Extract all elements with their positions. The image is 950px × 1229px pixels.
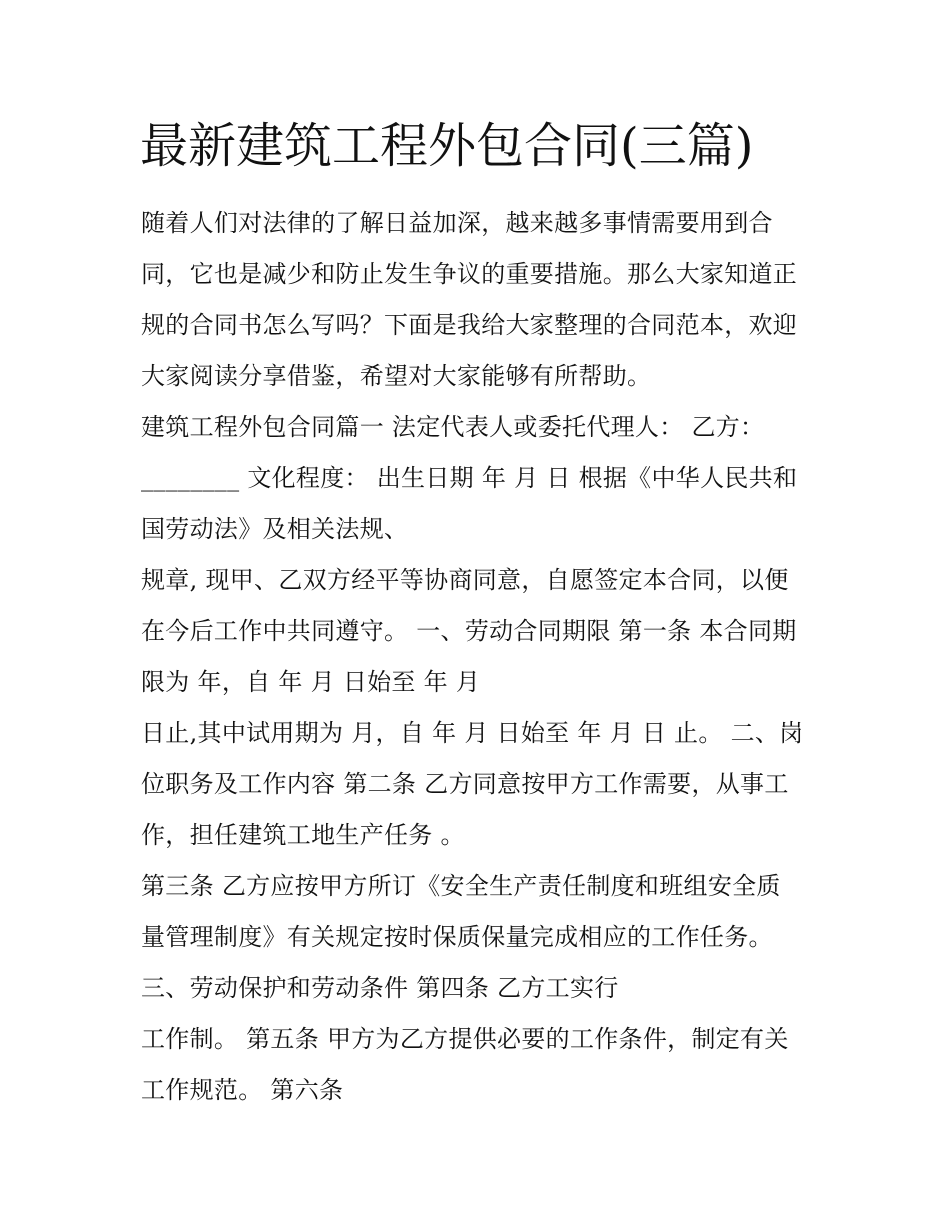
body-line: 限为 年，自 年 月 日始至 年 月: [141, 668, 481, 696]
document-title: 最新建筑工程外包合同(三篇): [140, 118, 754, 174]
body-line: 工作规范。 第六条: [141, 1076, 344, 1104]
body-line: 随着人们对法律的了解日益加深，越来越多事情需要用到合: [141, 209, 773, 237]
body-line: 在今后工作中共同遵守。 一、劳动合同期限 第一条 本合同期: [141, 617, 797, 645]
body-line: ________ 文化程度： 出生日期 年 月 日 根据《中华人民共和: [141, 464, 798, 492]
body-line: 量管理制度》有关规定按时保质保量完成相应的工作任务。: [141, 923, 773, 951]
body-line: 规章, 现甲、乙双方经平等协商同意，自愿签定本合同，以便: [141, 566, 789, 594]
body-line: 大家阅读分享借鉴，希望对大家能够有所帮助。: [141, 362, 652, 390]
document-body: [141, 198, 831, 1116]
body-line: 位职务及工作内容 第二条 乙方同意按甲方工作需要，从事工: [141, 770, 789, 798]
body-line: 第三条 乙方应按甲方所订《安全生产责任制度和班组安全质: [141, 872, 781, 900]
body-line: 作，担任建筑工地生产任务 。: [141, 821, 465, 849]
body-line: 三、劳动保护和劳动条件 第四条 乙方工实行: [141, 974, 619, 1002]
body-line: 建筑工程外包合同篇一 法定代表人或委托代理人： 乙方：: [141, 413, 765, 441]
body-line: 规的合同书怎么写吗？下面是我给大家整理的合同范本，欢迎: [141, 311, 798, 339]
body-line: 国劳动法》及相关法规、: [141, 515, 409, 543]
body-line: 同，它也是减少和防止发生争议的重要措施。那么大家知道正: [141, 260, 798, 288]
body-line: 日止,其中试用期为 月，自 年 月 日始至 年 月 日 止。 二、岗: [141, 719, 804, 747]
body-line: 工作制。 第五条 甲方为乙方提供必要的工作条件，制定有关: [141, 1025, 789, 1053]
